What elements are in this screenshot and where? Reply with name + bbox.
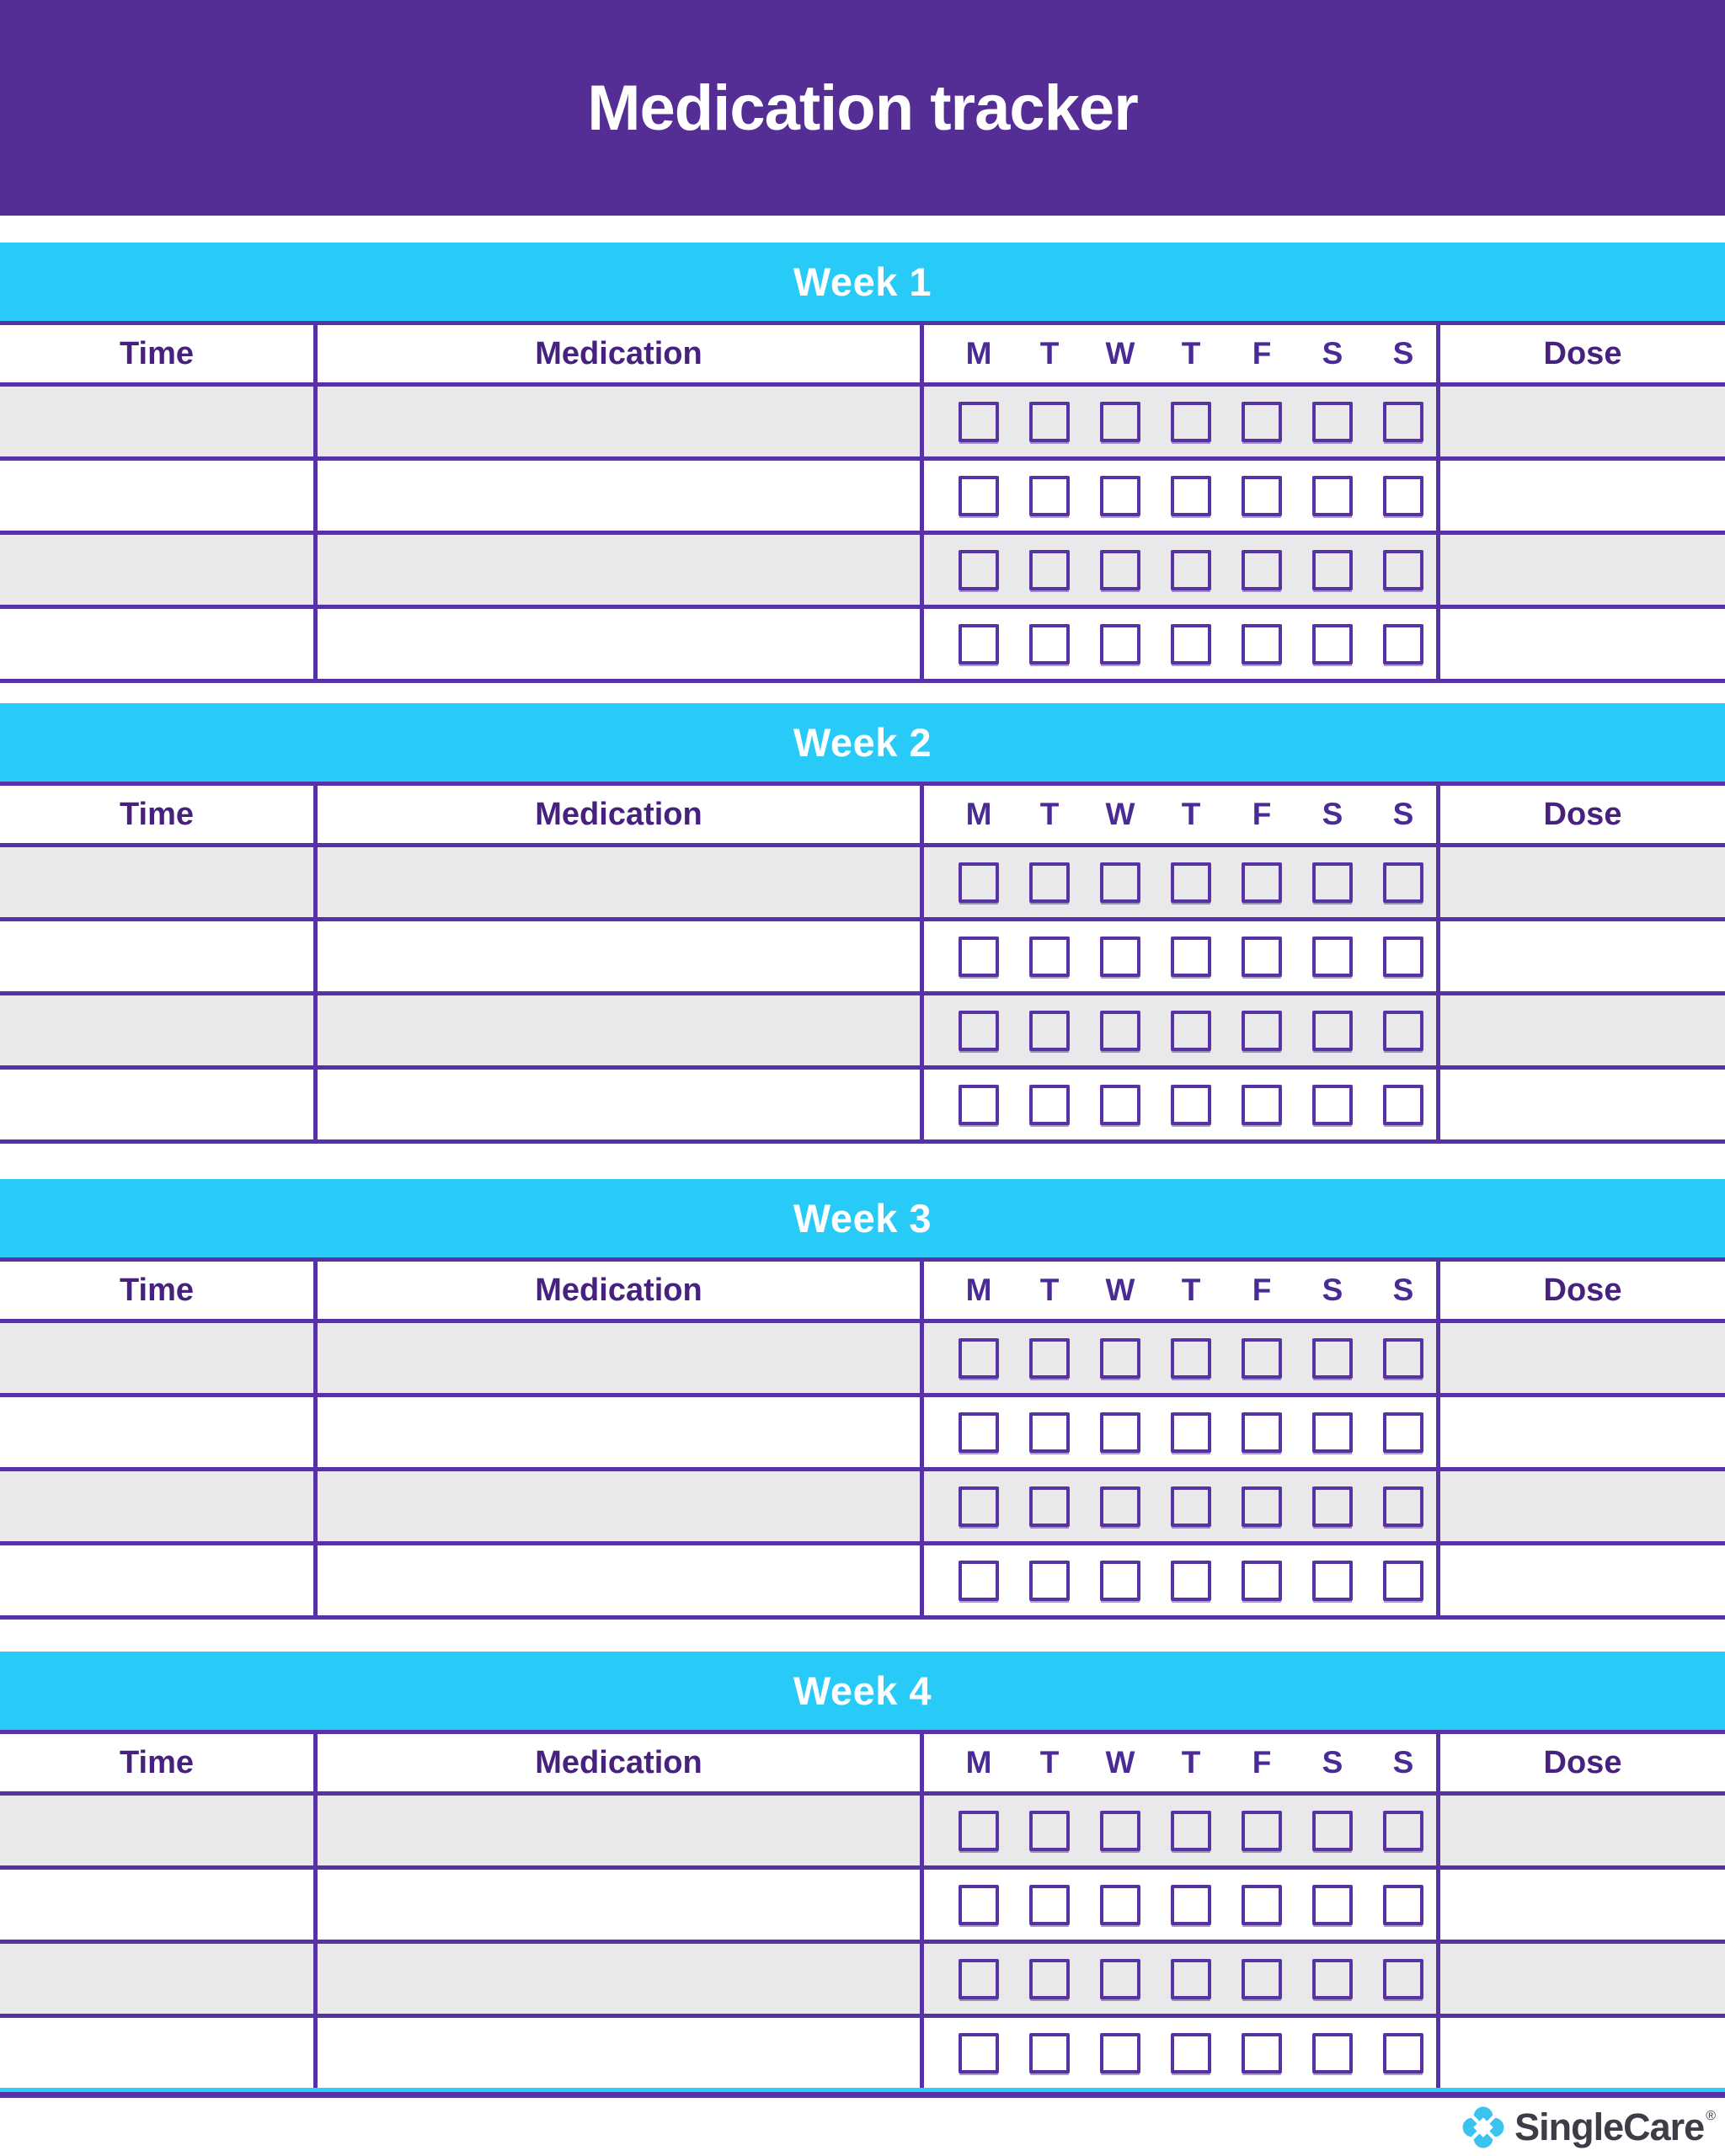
day-checkbox-sun[interactable] [1383,1338,1423,1379]
time-field[interactable] [0,1944,313,2014]
day-checkbox-thu[interactable] [1171,1959,1211,1999]
time-field[interactable] [0,387,313,456]
day-checkbox-wed[interactable] [1100,1412,1140,1453]
dose-field[interactable] [1436,461,1725,531]
day-checkbox-wed[interactable] [1100,862,1140,903]
medication-column-header: Medication [313,1262,920,1319]
table-row [0,1471,1725,1545]
table-row [0,1944,1725,2018]
day-checkbox-thu[interactable] [1171,1885,1211,1925]
table-row [0,387,1725,461]
day-checkbox-fri[interactable] [1242,1011,1282,1051]
week-3-section [0,1179,1725,1620]
week-3-header-bar [0,1179,1725,1257]
table-row [0,1796,1725,1870]
week-4-header-bar [0,1652,1725,1730]
day-checkbox-sun[interactable] [1383,2033,1423,2073]
day-letter-thu: T [1181,1273,1201,1307]
medication-field[interactable] [313,1545,920,1615]
day-checkbox-tue[interactable] [1029,1085,1070,1125]
day-checkbox-sun[interactable] [1383,476,1423,516]
day-checkbox-thu[interactable] [1171,862,1211,903]
time-field[interactable] [0,461,313,531]
day-letter-wed: W [1105,797,1135,831]
day-checkbox-mon[interactable] [959,1011,999,1051]
day-letter-sun: S [1392,1273,1414,1307]
time-field[interactable] [0,1471,313,1541]
day-checkbox-mon[interactable] [959,1959,999,1999]
day-checkbox-fri[interactable] [1242,402,1282,442]
day-checkbox-mon[interactable] [959,862,999,903]
week-2-table [0,782,1725,1144]
day-checkbox-tue[interactable] [1029,1338,1070,1379]
day-letter-wed: W [1105,1273,1135,1307]
day-checkbox-sun[interactable] [1383,1885,1423,1925]
day-checkbox-wed[interactable] [1100,550,1140,590]
table-row [0,1545,1725,1620]
day-checkbox-sat[interactable] [1312,624,1353,664]
day-checkbox-mon[interactable] [959,550,999,590]
time-field[interactable] [0,1796,313,1865]
page-title: Medication tracker [587,72,1138,144]
day-checkbox-sun[interactable] [1383,1959,1423,1999]
day-letter-fri: F [1252,797,1272,831]
medication-field[interactable] [313,1796,920,1865]
medication-field[interactable] [313,2018,920,2088]
day-letter-tue: T [1039,797,1060,831]
dose-field[interactable] [1436,535,1725,605]
day-checkbox-group [920,1397,1436,1467]
table-row [0,921,1725,995]
day-letter-wed: W [1105,336,1135,371]
week-4-section [0,1652,1725,2098]
day-checkbox-tue[interactable] [1029,937,1070,977]
time-field[interactable] [0,995,313,1065]
dose-column-header: Dose [1436,1262,1725,1319]
day-letter-mon: M [965,1745,992,1780]
day-checkbox-fri[interactable] [1242,1959,1282,1999]
medication-field[interactable] [313,535,920,605]
table-row [0,847,1725,921]
day-letters-header [920,786,1436,843]
day-checkbox-group [920,921,1436,991]
day-letter-mon: M [965,1273,992,1307]
table-row [0,609,1725,683]
day-checkbox-fri[interactable] [1242,1811,1282,1851]
medication-column-header: Medication [313,786,920,843]
day-checkbox-wed[interactable] [1100,624,1140,664]
day-checkbox-sat[interactable] [1312,1338,1353,1379]
medication-field[interactable] [313,609,920,679]
day-checkbox-sat[interactable] [1312,1561,1353,1601]
day-checkbox-sat[interactable] [1312,1011,1353,1051]
dose-field[interactable] [1436,1796,1725,1865]
time-column-header: Time [119,335,194,371]
day-checkbox-group [920,1070,1436,1139]
day-checkbox-thu[interactable] [1171,1486,1211,1527]
day-checkbox-wed[interactable] [1100,476,1140,516]
day-letters-header [920,1734,1436,1791]
day-checkbox-sat[interactable] [1312,2033,1353,2073]
dose-field[interactable] [1436,2018,1725,2088]
day-letters-header [920,1262,1436,1319]
page-header-banner [0,0,1725,216]
day-checkbox-thu[interactable] [1171,1338,1211,1379]
day-checkbox-sun[interactable] [1383,1085,1423,1125]
day-checkbox-group [920,847,1436,917]
day-checkbox-mon[interactable] [959,1811,999,1851]
day-checkbox-tue[interactable] [1029,1011,1070,1051]
table-row [0,1070,1725,1144]
time-field[interactable] [0,1397,313,1467]
day-checkbox-mon[interactable] [959,1561,999,1601]
dose-field[interactable] [1436,387,1725,456]
medication-field[interactable] [313,1471,920,1541]
table-header-row [0,1262,1725,1323]
table-header-row [0,325,1725,387]
medication-field[interactable] [313,847,920,917]
day-checkbox-group [920,609,1436,679]
time-field[interactable] [0,1870,313,1940]
day-checkbox-tue[interactable] [1029,862,1070,903]
table-row [0,2018,1725,2092]
table-row [0,1323,1725,1397]
medication-field[interactable] [313,1323,920,1393]
day-checkbox-group [920,1944,1436,2014]
dose-field[interactable] [1436,921,1725,991]
day-letter-sun: S [1392,797,1414,831]
time-column-header: Time [119,1272,194,1308]
time-field[interactable] [0,847,313,917]
day-checkbox-sun[interactable] [1383,1011,1423,1051]
medication-field[interactable] [313,1870,920,1940]
day-checkbox-thu[interactable] [1171,1811,1211,1851]
day-checkbox-thu[interactable] [1171,1011,1211,1051]
table-row [0,1870,1725,1944]
day-checkbox-mon[interactable] [959,402,999,442]
medication-field[interactable] [313,461,920,531]
medication-field[interactable] [313,1944,920,2014]
time-field[interactable] [0,1070,313,1139]
dose-field[interactable] [1436,1471,1725,1541]
day-checkbox-tue[interactable] [1029,1486,1070,1527]
day-checkbox-group [920,1796,1436,1865]
day-checkbox-wed[interactable] [1100,1561,1140,1601]
day-checkbox-mon[interactable] [959,937,999,977]
day-letter-fri: F [1252,1273,1272,1307]
day-checkbox-tue[interactable] [1029,402,1070,442]
day-checkbox-sat[interactable] [1312,1885,1353,1925]
day-checkbox-fri[interactable] [1242,476,1282,516]
medication-column-header: Medication [313,325,920,382]
singlecare-clover-icon [1461,2105,1506,2150]
day-checkbox-fri[interactable] [1242,624,1282,664]
day-letter-mon: M [965,797,992,831]
table-header-row [0,786,1725,847]
day-checkbox-sat[interactable] [1312,1085,1353,1125]
table-row [0,461,1725,535]
day-checkbox-fri[interactable] [1242,1561,1282,1601]
day-checkbox-thu[interactable] [1171,624,1211,664]
dose-field[interactable] [1436,1545,1725,1615]
week-1-table [0,321,1725,683]
day-checkbox-wed[interactable] [1100,1011,1140,1051]
day-checkbox-thu[interactable] [1171,1412,1211,1453]
day-checkbox-thu[interactable] [1171,476,1211,516]
registered-trademark-symbol: ® [1706,2108,1715,2123]
day-checkbox-tue[interactable] [1029,1959,1070,1999]
time-field[interactable] [0,1323,313,1393]
week-3-label: Week 3 [793,1196,932,1241]
table-header-row [0,1734,1725,1796]
day-checkbox-sun[interactable] [1383,1811,1423,1851]
brand-name [1514,2105,1715,2149]
week-2-section [0,703,1725,1144]
day-checkbox-wed[interactable] [1100,1486,1140,1527]
medication-field[interactable] [313,921,920,991]
day-checkbox-wed[interactable] [1100,1959,1140,1999]
day-letter-sat: S [1322,336,1343,371]
day-checkbox-sun[interactable] [1383,1561,1423,1601]
dose-field[interactable] [1436,995,1725,1065]
day-checkbox-tue[interactable] [1029,476,1070,516]
day-checkbox-sat[interactable] [1312,476,1353,516]
day-checkbox-group [920,1471,1436,1541]
day-checkbox-sun[interactable] [1383,1412,1423,1453]
day-letter-fri: F [1252,336,1272,371]
day-checkbox-mon[interactable] [959,624,999,664]
dose-column-header: Dose [1436,786,1725,843]
day-checkbox-group [920,1323,1436,1393]
dose-field[interactable] [1436,1944,1725,2014]
week-1-label: Week 1 [793,259,932,304]
time-column-header: Time [119,796,194,832]
day-checkbox-mon[interactable] [959,1885,999,1925]
medication-field[interactable] [313,387,920,456]
week-3-table [0,1257,1725,1620]
day-checkbox-fri[interactable] [1242,1885,1282,1925]
day-checkbox-sat[interactable] [1312,402,1353,442]
week-4-label: Week 4 [793,1668,932,1713]
day-letter-sat: S [1322,1745,1343,1780]
day-checkbox-wed[interactable] [1100,1811,1140,1851]
day-checkbox-mon[interactable] [959,2033,999,2073]
day-checkbox-tue[interactable] [1029,2033,1070,2073]
dose-field[interactable] [1436,1397,1725,1467]
day-checkbox-thu[interactable] [1171,1085,1211,1125]
time-field[interactable] [0,535,313,605]
day-letter-wed: W [1105,1745,1135,1780]
day-checkbox-sat[interactable] [1312,862,1353,903]
time-field[interactable] [0,1545,313,1615]
week-4-table [0,1730,1725,2098]
day-checkbox-fri[interactable] [1242,1412,1282,1453]
day-checkbox-wed[interactable] [1100,1885,1140,1925]
day-checkbox-group [920,2018,1436,2088]
day-checkbox-group [920,1545,1436,1615]
day-checkbox-thu[interactable] [1171,2033,1211,2073]
day-checkbox-thu[interactable] [1171,402,1211,442]
day-checkbox-fri[interactable] [1242,937,1282,977]
medication-column-header: Medication [313,1734,920,1791]
day-letter-tue: T [1039,336,1060,371]
week-1-header-bar [0,243,1725,321]
day-checkbox-fri[interactable] [1242,550,1282,590]
day-checkbox-wed[interactable] [1100,1338,1140,1379]
week-2-header-bar [0,703,1725,782]
time-field[interactable] [0,609,313,679]
day-letter-mon: M [965,336,992,371]
week-1-section [0,243,1725,683]
dose-column-header: Dose [1436,325,1725,382]
day-letter-thu: T [1181,336,1201,371]
day-checkbox-wed[interactable] [1100,2033,1140,2073]
day-checkbox-tue[interactable] [1029,1412,1070,1453]
medication-field[interactable] [313,1397,920,1467]
day-checkbox-fri[interactable] [1242,2033,1282,2073]
day-checkbox-group [920,387,1436,456]
day-checkbox-sat[interactable] [1312,937,1353,977]
day-checkbox-mon[interactable] [959,1412,999,1453]
day-checkbox-fri[interactable] [1242,1486,1282,1527]
table-row [0,995,1725,1070]
table-row [0,1397,1725,1471]
day-letter-sat: S [1322,797,1343,831]
day-checkbox-thu[interactable] [1171,937,1211,977]
day-checkbox-wed[interactable] [1100,937,1140,977]
dose-field[interactable] [1436,609,1725,679]
day-letter-tue: T [1039,1273,1060,1307]
day-checkbox-thu[interactable] [1171,1561,1211,1601]
day-letters-header [920,325,1436,382]
day-checkbox-tue[interactable] [1029,1811,1070,1851]
day-letter-tue: T [1039,1745,1060,1780]
day-checkbox-sun[interactable] [1383,937,1423,977]
day-checkbox-group [920,995,1436,1065]
day-checkbox-wed[interactable] [1100,1085,1140,1125]
day-checkbox-thu[interactable] [1171,550,1211,590]
day-checkbox-sun[interactable] [1383,1486,1423,1527]
dose-column-header: Dose [1436,1734,1725,1791]
day-checkbox-sun[interactable] [1383,862,1423,903]
day-checkbox-sun[interactable] [1383,402,1423,442]
day-checkbox-fri[interactable] [1242,1085,1282,1125]
day-letter-thu: T [1181,797,1201,831]
time-field[interactable] [0,921,313,991]
footer [0,2098,1725,2156]
dose-field[interactable] [1436,1323,1725,1393]
day-checkbox-fri[interactable] [1242,862,1282,903]
day-checkbox-sat[interactable] [1312,550,1353,590]
medication-field[interactable] [313,995,920,1065]
day-checkbox-mon[interactable] [959,1085,999,1125]
day-letter-sun: S [1392,1745,1414,1780]
day-checkbox-sat[interactable] [1312,1486,1353,1527]
day-checkbox-mon[interactable] [959,476,999,516]
day-checkbox-sat[interactable] [1312,1811,1353,1851]
day-checkbox-mon[interactable] [959,1486,999,1527]
day-checkbox-sun[interactable] [1383,550,1423,590]
day-checkbox-group [920,535,1436,605]
table-row [0,535,1725,609]
day-checkbox-tue[interactable] [1029,624,1070,664]
day-checkbox-fri[interactable] [1242,1338,1282,1379]
week-2-label: Week 2 [793,720,932,765]
day-letter-sun: S [1392,336,1414,371]
day-checkbox-group [920,461,1436,531]
day-checkbox-sat[interactable] [1312,1959,1353,1999]
time-column-header: Time [119,1744,194,1780]
day-checkbox-tue[interactable] [1029,1885,1070,1925]
time-field[interactable] [0,2018,313,2088]
brand-name-text: SingleCare [1514,2105,1705,2148]
day-checkbox-group [920,1870,1436,1940]
day-checkbox-sat[interactable] [1312,1412,1353,1453]
day-checkbox-tue[interactable] [1029,550,1070,590]
day-letter-fri: F [1252,1745,1272,1780]
dose-field[interactable] [1436,847,1725,917]
day-checkbox-mon[interactable] [959,1338,999,1379]
day-checkbox-sun[interactable] [1383,624,1423,664]
dose-field[interactable] [1436,1870,1725,1940]
dose-field[interactable] [1436,1070,1725,1139]
medication-field[interactable] [313,1070,920,1139]
day-letter-sat: S [1322,1273,1343,1307]
day-checkbox-wed[interactable] [1100,402,1140,442]
day-letter-thu: T [1181,1745,1201,1780]
day-checkbox-tue[interactable] [1029,1561,1070,1601]
